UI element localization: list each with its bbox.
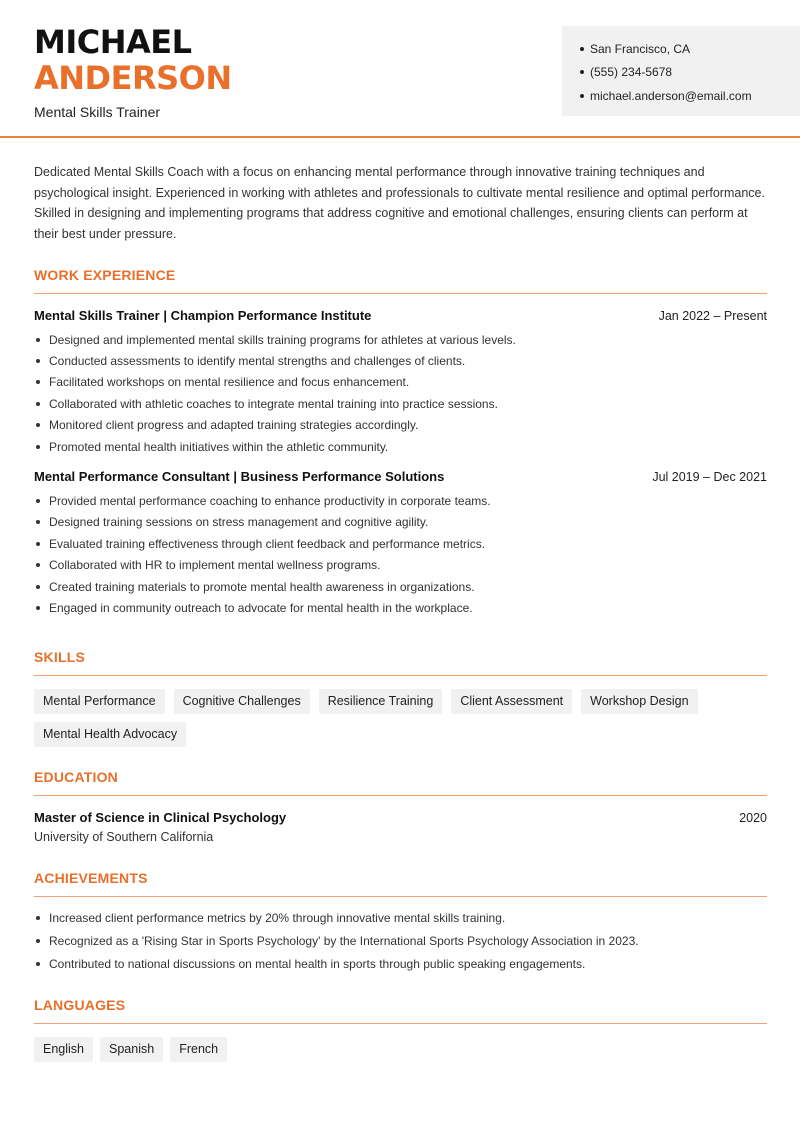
bullet-icon (580, 94, 584, 98)
bullet-text: Created training materials to promote mental health awareness in organizations. (49, 579, 475, 594)
name-block (34, 24, 232, 120)
section-divider (34, 795, 767, 796)
languages-section (34, 997, 767, 1062)
degree: Master of Science in Clinical Psychology (34, 810, 287, 825)
bullet-text: Conducted assessments to identify mental strengths and challenges of clients. (49, 354, 466, 369)
skill-chip: Workshop Design (581, 689, 697, 714)
list-item (34, 533, 767, 554)
bullet-text: Promoted mental health initiatives within the athletic community. (49, 439, 389, 454)
phone-text: (555) 234-5678 (590, 65, 673, 80)
bullet-icon (36, 423, 40, 427)
email-text: michael.anderson@email.com (590, 88, 752, 103)
list-item (34, 597, 767, 618)
job-bullets (34, 329, 767, 457)
job-entry (34, 308, 767, 457)
graduation-year: 2020 (739, 811, 767, 825)
list-item (34, 953, 767, 976)
location-text: San Francisco, CA (590, 41, 691, 56)
bullet-text: Recognized as a 'Rising Star in Sports Psychology' by the International Sports Psychology Association in 2023. (49, 934, 639, 949)
list-item (34, 555, 767, 576)
section-title-skills: SKILLS (34, 649, 85, 665)
contact-box (562, 26, 800, 116)
skill-chip: Resilience Training (319, 689, 443, 714)
skill-chip: Client Assessment (451, 689, 572, 714)
bullet-icon (36, 520, 40, 524)
bullet-text: Engaged in community outreach to advocate for mental health in the workplace. (49, 600, 473, 615)
list-item (34, 930, 767, 953)
job-dates: Jan 2022 – Present (658, 309, 767, 323)
list-item (34, 490, 767, 511)
bullet-text: Collaborated with HR to implement mental wellness programs. (49, 558, 381, 573)
first-name: MICHAEL (34, 23, 192, 61)
bullet-text: Evaluated training effectiveness through client feedback and performance metrics. (49, 536, 486, 551)
list-item (34, 415, 767, 436)
bullet-icon (36, 563, 40, 567)
achievement-bullets (34, 907, 767, 975)
bullet-text: Facilitated workshops on mental resilience and focus enhancement. (49, 375, 410, 390)
bullet-icon (36, 585, 40, 589)
job-dates: Jul 2019 – Dec 2021 (652, 470, 767, 485)
list-item (34, 329, 767, 350)
section-title-languages: LANGUAGES (34, 997, 126, 1013)
bullet-icon (36, 402, 40, 406)
bullet-icon (36, 359, 40, 363)
job-entry (34, 469, 767, 618)
bullet-text: Increased client performance metrics by 20% through innovative mental skills training. (49, 911, 506, 926)
job-heading: Mental Performance Consultant | Business Performance Solutions (34, 469, 445, 485)
skill-chip: Mental Performance (34, 689, 165, 714)
bullet-icon (36, 445, 40, 449)
achievements-section (34, 870, 767, 975)
list-item (34, 350, 767, 371)
section-divider (34, 675, 767, 676)
bullet-text: Provided mental performance coaching to enhance productivity in corporate teams. (49, 494, 491, 509)
language-chip: English (34, 1037, 93, 1062)
list-item (34, 576, 767, 597)
skill-chip: Mental Health Advocacy (34, 722, 186, 747)
bullet-icon (36, 380, 40, 384)
bullet-icon (580, 47, 584, 51)
section-title-work: WORK EXPERIENCE (34, 267, 176, 283)
bullet-icon (580, 70, 584, 74)
bullet-icon (36, 939, 40, 943)
bullet-icon (36, 542, 40, 546)
job-title: Mental Skills Trainer (34, 104, 161, 120)
school: University of Southern California (34, 830, 214, 844)
skill-chip: Cognitive Challenges (174, 689, 310, 714)
language-chip: French (170, 1037, 227, 1062)
education-section (34, 769, 767, 844)
language-chips (34, 1037, 767, 1062)
bullet-icon (36, 606, 40, 610)
job-header (34, 469, 767, 484)
job-header (34, 308, 767, 323)
section-title-achievements: ACHIEVEMENTS (34, 870, 148, 886)
bullet-text: Designed training sessions on stress management and cognitive agility. (49, 515, 429, 530)
summary: Dedicated Mental Skills Coach with a focus on enhancing mental performance through innovative training techniques and psychological insight. Experienced in working with athletes and professionals to cultivate mental resilience and optimal performance. Skilled in designing and implementing programs that address cognitive and emotional challenges, ensuring clients can perform at their best under pressure. (34, 165, 765, 242)
section-divider (34, 896, 767, 897)
section-divider (34, 1023, 767, 1024)
bullet-icon (36, 962, 40, 966)
last-name: ANDERSON (34, 59, 232, 97)
resume-body (34, 162, 767, 245)
skills-section (34, 649, 767, 747)
section-divider (34, 293, 767, 294)
language-chip: Spanish (100, 1037, 163, 1062)
bullet-text: Designed and implemented mental skills training programs for athletes at various levels. (49, 332, 516, 347)
list-item (34, 436, 767, 457)
list-item (34, 372, 767, 393)
bullet-icon (36, 916, 40, 920)
bullet-text: Monitored client progress and adapted training strategies accordingly. (49, 418, 419, 433)
work-section (34, 267, 767, 619)
contact-email (580, 84, 800, 108)
resume-header (0, 0, 800, 138)
job-bullets (34, 490, 767, 618)
bullet-text: Collaborated with athletic coaches to integrate mental training into practice sessions. (49, 396, 498, 411)
contact-phone (580, 61, 800, 85)
list-item (34, 907, 767, 930)
skills-chips (34, 689, 767, 747)
education-header (34, 810, 767, 825)
list-item (34, 512, 767, 533)
job-heading: Mental Skills Trainer | Champion Performance Institute (34, 308, 372, 323)
bullet-text: Contributed to national discussions on mental health in sports through public speaking engagements. (49, 956, 586, 971)
contact-location (580, 37, 800, 61)
bullet-icon (36, 338, 40, 342)
list-item (34, 393, 767, 414)
section-title-education: EDUCATION (34, 769, 118, 785)
bullet-icon (36, 499, 40, 503)
